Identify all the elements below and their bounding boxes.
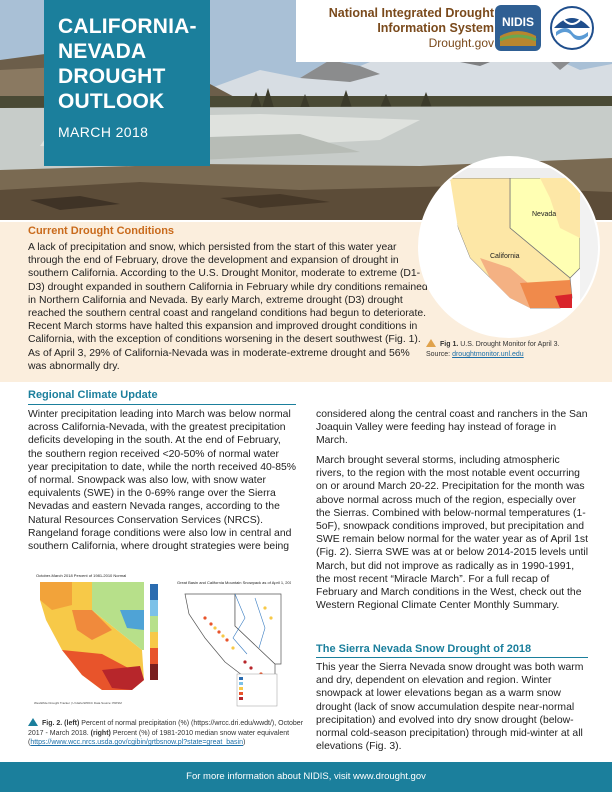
fig2-caption-mid2: Percent (%) of 1981-2010 median snow water equivalent ( <box>28 729 290 746</box>
issue-date: MARCH 2018 <box>58 124 149 140</box>
regional-heading-rule <box>28 404 296 405</box>
snow-drought-body: This year the Sierra Nevada snow drought was both warm and dry, dependent on elevation and region. Winter snowpack at lower elevations began as a warm snow drought (lack of snow accumulation despite near-normal precipitation) and evolved into dry snow drought (below-normal cold-season precipitation) through mid-winter at all elevations (Fig. 3). <box>316 662 584 753</box>
snow-heading-rule <box>316 657 588 658</box>
org-name <box>304 6 494 51</box>
snowpack-percent-map <box>175 578 291 712</box>
fig2-caption-end: ) <box>243 739 246 746</box>
map-caption-source-link[interactable]: droughtmonitor.unl.edu <box>452 351 524 358</box>
snowpack-map-title: Great Basin and California Mountain Snowpack as of April 1, 2018 <box>177 580 291 585</box>
title-line-1: CALIFORNIA- <box>58 15 197 38</box>
nidis-logo-icon[interactable] <box>494 4 542 52</box>
brand-bar <box>296 0 612 62</box>
current-conditions-body: A lack of precipitation and snow, which persisted from the start of this water year through the end of February, drove the development and expansion of drought in southern California. According to the U.S. Drought Monitor, moderate to extreme (D1-D3) drought expanded in southern California in February while dry conditions remained in Northern California and Nevada. By early March, extreme drought (D3) drought reached the southern central coast and rangeland conditions had begun to deteriorate. Recent March storms have halted this expansion and improved drought conditions in California, with the exception of conditions worsening in the desert southwest (Fig. 1). As of April 3, 29% of California-Nevada was in moderate-extreme drought and 56% was abnormally dry. <box>28 242 428 372</box>
fig2-caption-link[interactable]: https://www.wcc.nrcs.usda.gov/cgibin/grtbsnow.pl?state=great_basin <box>30 739 243 746</box>
title-line-4: OUTLOOK <box>58 90 165 113</box>
precip-map-graphic <box>32 570 168 708</box>
regional-col2-para1: considered along the central coast and ranchers in the San Joaquin Valley were feeding hay instead of forage in March. <box>316 409 588 447</box>
fig2-caption-mid1: Percent of normal precipitation (%) (https://wrcc.dri.edu/wwdt/), October 2017 - March 2018. <box>28 720 304 737</box>
precip-map-footer: WestWide Drought Tracker | U Idaho/WRCC Data Source: PRISM <box>34 701 122 705</box>
map-label-nevada: Nevada <box>532 211 557 218</box>
map-caption-lead: Fig 1. <box>440 341 459 348</box>
precip-map-title: October-March 2018 Percent of 1981-2010 Normal <box>36 573 127 578</box>
fig2-triangle-icon <box>28 718 38 726</box>
footer-bar <box>0 762 612 792</box>
fig2-caption <box>28 718 304 748</box>
fig2-caption-right: (right) <box>90 729 111 737</box>
nidis-logo-text: NIDIS <box>501 15 535 29</box>
org-url-link[interactable]: Drought.gov <box>428 36 494 50</box>
drought-monitor-map <box>420 158 598 336</box>
regional-climate-heading: Regional Climate Update <box>28 389 158 401</box>
caption-triangle-icon <box>426 339 436 347</box>
snowpack-map-graphic <box>175 578 291 712</box>
current-conditions-heading: Current Drought Conditions <box>28 225 175 237</box>
regional-col1-text: Winter precipitation leading into March was below normal across California-Nevada, with the greatest precipitation deficits developing in the south. At the end of February, the southern region received <20-50% of normal water year precipitation to date, while the north received 40-85% of normal. Snowpack was also low, with snow water equivalents (SWE) in the 0-69% range over the Sierra Nevadas and eastern Nevada ranges, according to the Natural Resources Conservation Services (NRCS). Rangeland forage conditions were also low in central and southern California, where drought strategies were being <box>28 409 297 553</box>
org-name-line-2: Information System <box>377 21 494 35</box>
title-line-2: NEVADA <box>58 40 147 63</box>
map-caption <box>426 339 606 360</box>
title-line-3: DROUGHT <box>58 65 166 88</box>
precip-percent-map <box>32 570 168 708</box>
noaa-logo-icon[interactable] <box>550 6 594 50</box>
map-caption-text: U.S. Drought Monitor for April 3. <box>458 341 560 348</box>
fig2-caption-lead: Fig. 2. (left) <box>42 720 80 727</box>
map-caption-source-label: Source: <box>426 351 453 358</box>
title-block <box>44 0 210 166</box>
map-label-california: California <box>490 253 520 260</box>
snow-drought-heading: The Sierra Nevada Snow Drought of 2018 <box>316 643 532 655</box>
california-nevada-map <box>420 158 598 336</box>
regional-col2-para2: March brought several storms, including atmospheric rivers, to the region with the most notable event occurring on or around March 20-22. Precipitation for the month was above normal across much of the region, especially over the Sierras. Combined with below-normal temperatures (1-5oF), snowpack conditions improved, but precipitation and SWE remain below normal for the water year as of April 1st (Fig. 2). Sierra SWE was at or below 2014-2015 levels until March, but did not improve as radically as in 1990-1991, the most recent “Miracle March”. For a full recap of February and March conditions in the West, check out the Western Regional Climate Center Monthly Summary. <box>316 455 589 612</box>
org-name-line-1: National Integrated Drought <box>328 6 494 20</box>
footer-text[interactable]: For more information about NIDIS, visit www.drought.gov <box>186 771 426 782</box>
